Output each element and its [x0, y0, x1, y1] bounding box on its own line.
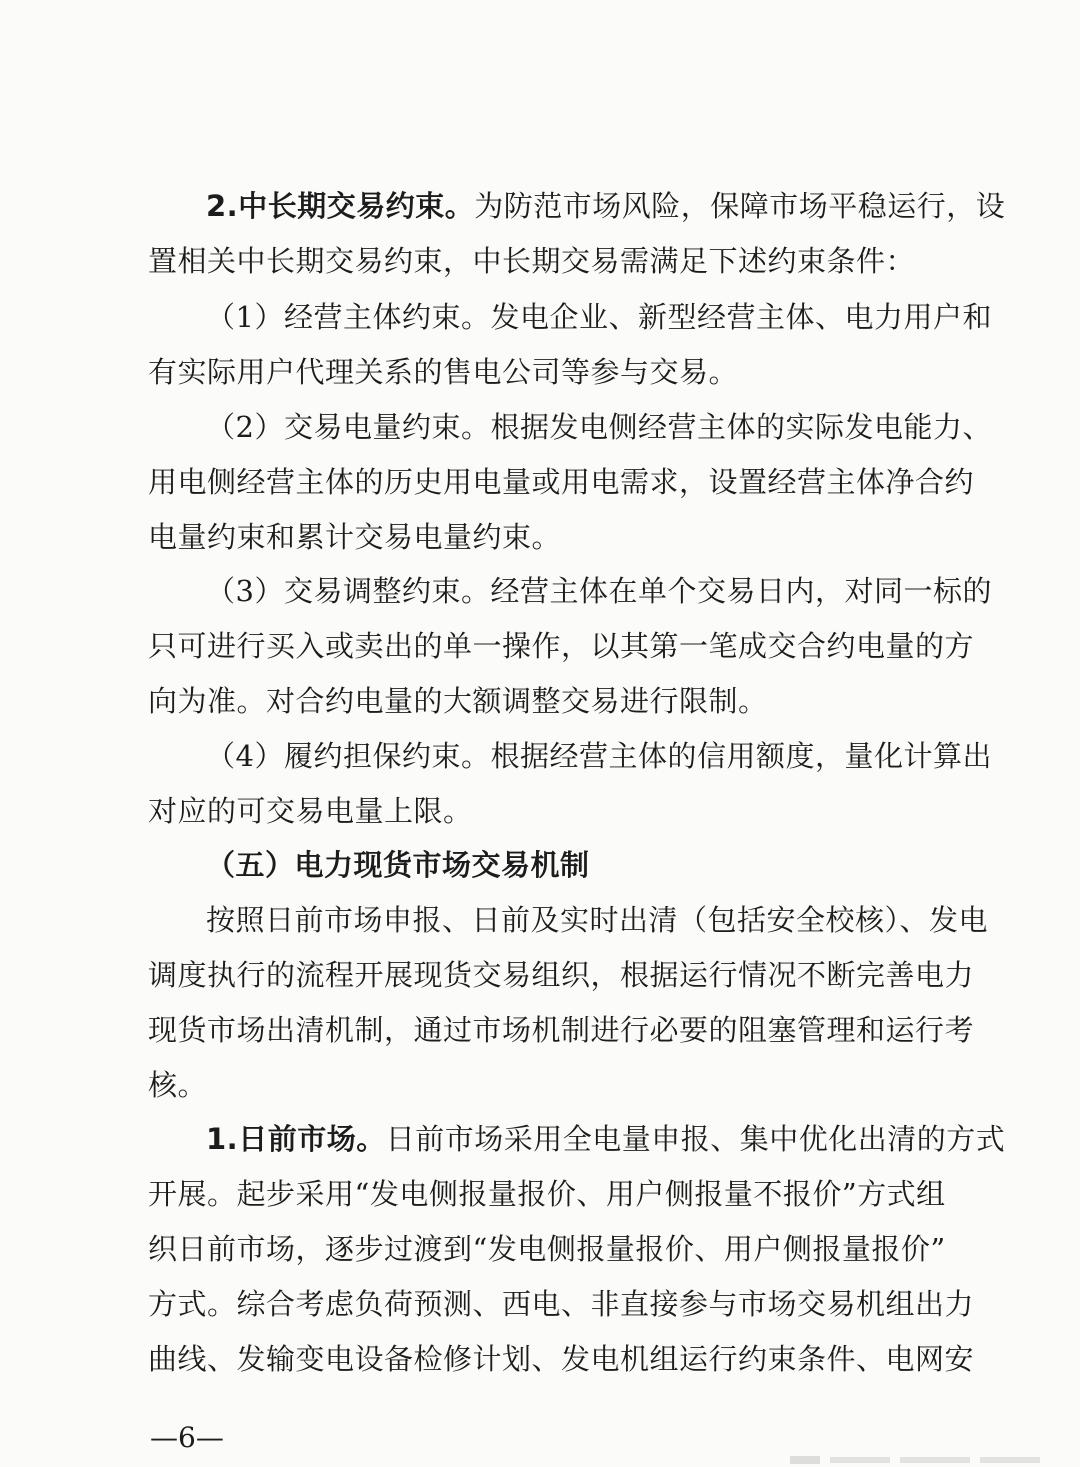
text-line: 曲线、发输变电设备检修计划、发电机组运行约束条件、电网安 — [148, 1342, 975, 1376]
text-line: 核。 — [148, 1068, 208, 1102]
section-lead: 1.日前市场。 — [206, 1122, 386, 1156]
text-line: 织日前市场，逐步过渡到“发电侧报量报价、用户侧报量报价” — [148, 1232, 946, 1266]
text-line: 按照日前市场申报、日前及实时出清（包括安全校核）、发电 — [206, 903, 989, 937]
text-line: 有实际用户代理关系的售电公司等参与交易。 — [148, 355, 739, 389]
text-line — [206, 186, 1005, 226]
text-line: 用电侧经营主体的历史用电量或用电需求，设置经营主体净合约 — [148, 465, 975, 499]
page-number: —6— — [150, 1421, 224, 1454]
text-line: 电量约束和累计交易电量约束。 — [148, 520, 562, 554]
text-line: （3）交易调整约束。经营主体在单个交易日内，对同一标的 — [206, 574, 992, 608]
section-lead: 2.中长期交易约束。 — [206, 189, 475, 223]
watermark-graphic — [790, 1452, 1050, 1466]
text-line: 方式。综合考虑负荷预测、西电、非直接参与市场交易机组出力 — [148, 1287, 975, 1321]
text-line: （1）经营主体约束。发电企业、新型经营主体、电力用户和 — [206, 300, 992, 334]
text-line: 只可进行买入或卖出的单一操作，以其第一笔成交合约电量的方 — [148, 629, 975, 663]
text-line: 置相关中长期交易约束，中长期交易需满足下述约束条件： — [148, 244, 916, 278]
text-line: 对应的可交易电量上限。 — [148, 794, 473, 828]
text-line: （2）交易电量约束。根据发电侧经营主体的实际发电能力、 — [206, 410, 992, 444]
line-text: 日前市场采用全电量申报、集中优化出清的方式 — [385, 1122, 1006, 1156]
text-line: 调度执行的流程开展现货交易组织，根据运行情况不断完善电力 — [148, 958, 975, 992]
text-line — [206, 1119, 1005, 1159]
section-heading: （五）电力现货市场交易机制 — [206, 848, 590, 882]
text-line: （4）履约担保约束。根据经营主体的信用额度，量化计算出 — [206, 739, 992, 773]
line-text: 为防范市场风险，保障市场平稳运行，设 — [474, 189, 1006, 223]
text-line: 向为准。对合约电量的大额调整交易进行限制。 — [148, 684, 768, 718]
text-line: 现货市场出清机制，通过市场机制进行必要的阻塞管理和运行考 — [148, 1013, 975, 1047]
text-line: 开展。起步采用“发电侧报量报价、用户侧报量不报价”方式组 — [148, 1177, 946, 1211]
